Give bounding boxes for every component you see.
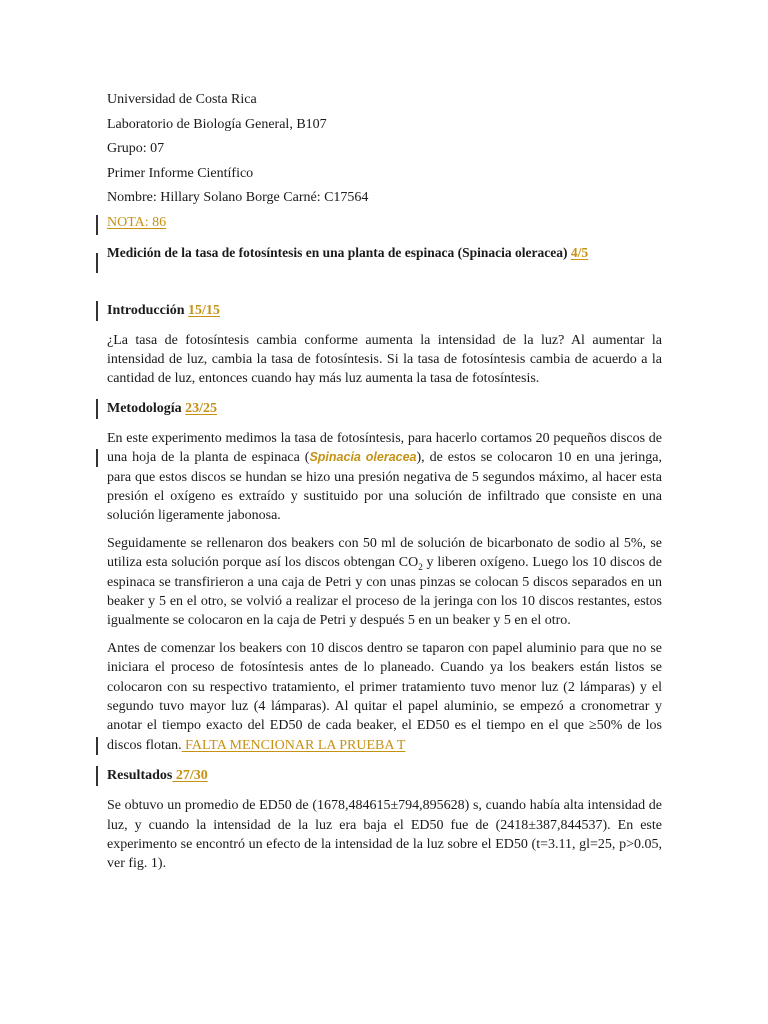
document-page xyxy=(107,88,662,874)
reviewer-comment: FALTA MENCIONAR LA PRUEBA T xyxy=(181,737,406,753)
revision-bar xyxy=(96,449,98,467)
lab-line: Laboratorio de Biología General, B107 xyxy=(107,116,327,132)
university-line: Universidad de Costa Rica xyxy=(107,92,257,107)
title-block xyxy=(107,243,662,263)
introduccion-heading: Introducción 15/15 xyxy=(107,302,220,318)
species-name: Spinacia oleracea xyxy=(309,450,417,465)
metodologia-grade: 23/25 xyxy=(185,400,218,416)
report-title: Medición de la tasa de fotosíntesis en una planta de espinaca (Spinacia oleracea) 4/5 xyxy=(107,244,589,260)
revision-bar xyxy=(96,301,98,321)
nota-grade: NOTA: 86 xyxy=(107,214,167,230)
metodologia-heading: Metodología 23/25 xyxy=(107,400,218,416)
resultados-heading: Resultados 27/30 xyxy=(107,768,208,784)
metodologia-paragraph-2: Seguidamente se rellenaron dos beakers con 50 ml de solución de bicarbonato de sodio al 5%, se utiliza esta solución porque así los discos obtengan $CO_2$ y liberen oxígeno. Luego los 10 discos de espinaca se transfirieron a una caja de Petri y con unas pinzas se colocan 5 discos separados en un beaker y 5 en el otro, se volvió a realizar el proceso de la jeringa con los 10 discos restantes, estos igualmente se colocaron en la caja de Petri y después 5 en un beaker y 5 en el otro. xyxy=(107,535,662,629)
resultados-grade: 27/30 xyxy=(172,768,208,784)
revision-bar xyxy=(96,399,98,419)
nota-block xyxy=(107,213,662,233)
report-line: Primer Informe Científico xyxy=(107,165,254,181)
metodologia-section xyxy=(107,399,662,756)
introduccion-grade: 15/15 xyxy=(188,302,220,318)
introduccion-text: ¿La tasa de fotosíntesis cambia conforme aumenta la intensidad de la luz? Al aumentar la intensidad de luz, cambia la tasa de fotosíntesis. Si la tasa de fotosíntesis cambia de acuerdo a la cantidad de luz, entonces cuando hay más luz aumenta la tasa de fotosíntesis. xyxy=(107,332,662,387)
metodologia-paragraph-1: En este experimento medimos la tasa de fotosíntesis, para hacerlo cortamos 20 pequeños discos de una hoja de la planta de espinaca (Spinacia oleracea), de estos se colocaron 10 en una jeringa, para que estos discos se hundan se hizo una presión negativa de 5 segundos máximo, al hacer esta presión el oxígeno es extraído y sustituido por una solución de infiltrado que consiste en una solución ligeramente jabonosa. xyxy=(107,430,663,524)
revision-bar xyxy=(96,253,98,273)
revision-bar xyxy=(96,766,98,786)
name-line: Nombre: Hillary Solano Borge Carné: C17564 xyxy=(107,190,369,205)
introduccion-section xyxy=(107,301,662,389)
group-line: Grupo: 07 xyxy=(107,141,165,156)
resultados-text: Se obtuvo un promedio de ED50 de (1678,484615±794,895628) s, cuando había alta intensidad de luz, y cuando la intensidad de la luz era baja el ED50 fue de (2418±387,844537). En este experimento se encontró un efecto de la intensidad de la luz sobre el ED50 (t=3.11, gl=25, p>0.05, ver fig. 1). xyxy=(107,798,662,872)
resultados-section xyxy=(107,766,662,874)
title-grade: 4/5 xyxy=(570,244,589,260)
document-header xyxy=(107,88,662,211)
metodologia-paragraph-3: Antes de comenzar los beakers con 10 discos dentro se taparon con papel aluminio para que no se iniciara el proceso de fotosíntesis antes de lo planeado. Cuando ya los beakers están listos se colocaron con su respectivo tratamiento, el primer tratamiento tuvo menor luz (2 lámparas) y el segundo tuvo mayor luz (4 lámparas). Al quitar el papel aluminio, se empezó a cronometrar y anotar el tiempo exacto del ED50 de cada beaker, el ED50 es el tiempo en el que ≥50% de los discos flotan. FALTA MENCIONAR LA PRUEBA T xyxy=(107,640,662,753)
revision-bar xyxy=(96,215,98,235)
revision-bar xyxy=(96,737,98,755)
